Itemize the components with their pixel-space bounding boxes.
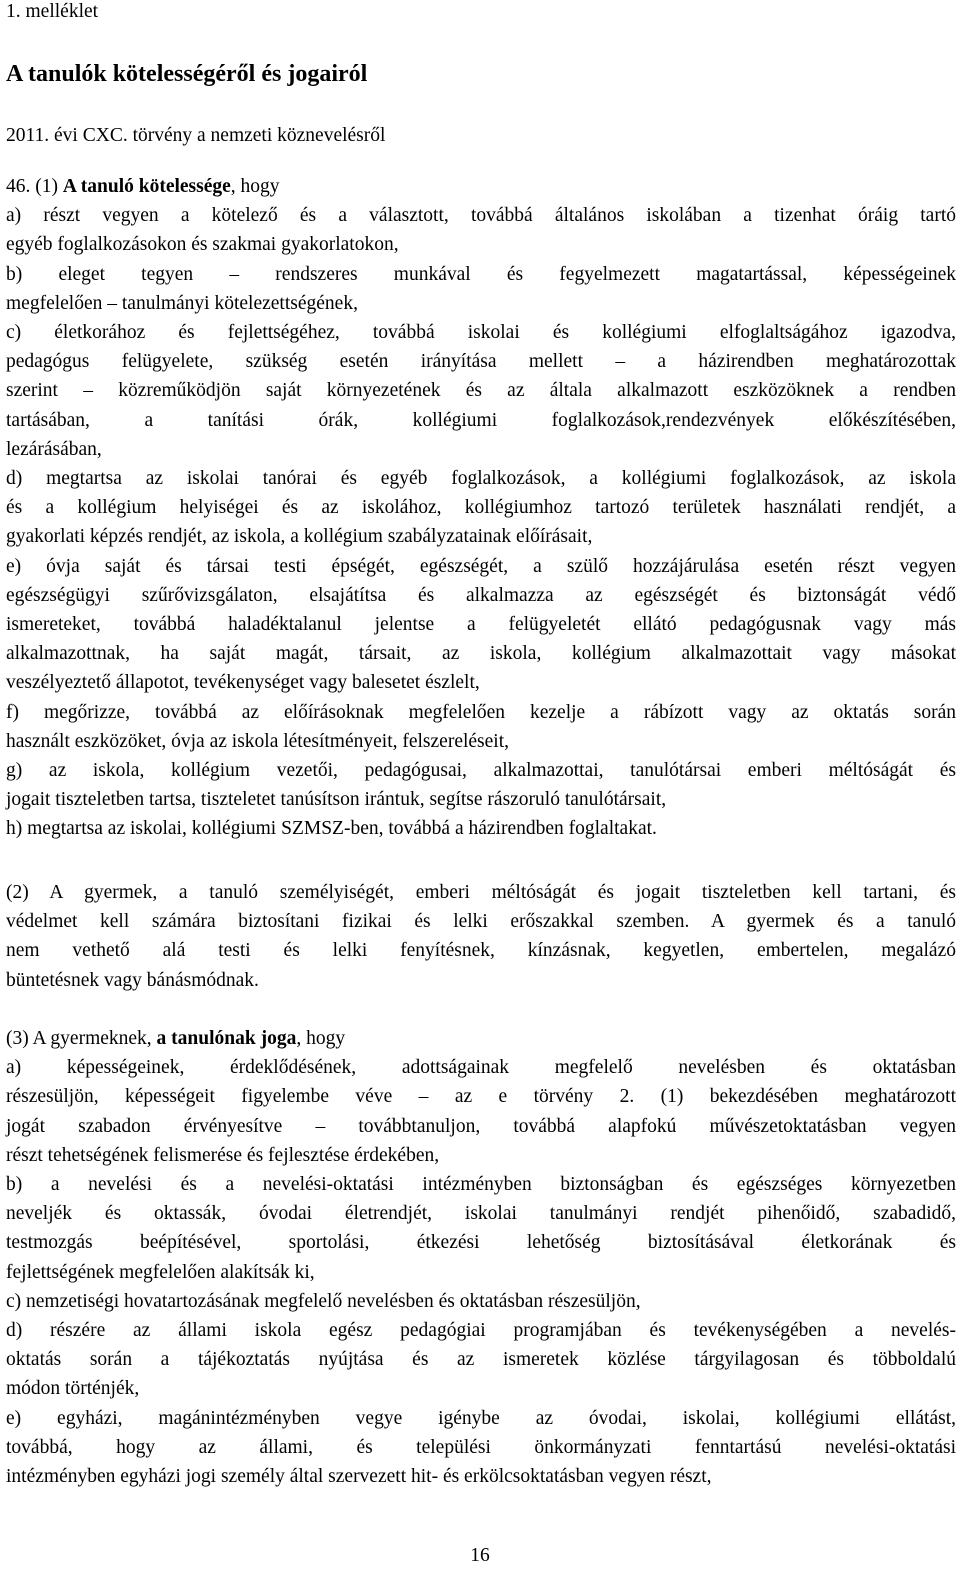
text-line: jogait tiszteletben tartsa, tiszteletet tanúsítson irántuk, segítse rászoruló tanulótársait, bbox=[6, 789, 667, 811]
text-line: e) egyházi, magánintézményben vegye igénybe az óvodai, iskolai, kollégiumi ellátást, bbox=[6, 1407, 956, 1429]
text-line: gyakorlati képzés rendjét, az iskola, a kollégium szabályzatainak előírásait, bbox=[6, 526, 593, 548]
text-line: lezárásában, bbox=[6, 438, 102, 460]
text-line: védelmet kell számára biztosítani fizikai és lelki erőszakkal szemben. A gyermek és a tanuló bbox=[6, 911, 956, 933]
text-line: pedagógus felügyelete, szükség esetén irányítása mellett – a házirendben meghatározottak bbox=[6, 351, 956, 373]
text-line: intézményben egyházi jogi személy által szervezett hit- és erkölcsoktatásban vegyen részt, bbox=[6, 1466, 712, 1488]
section-3-lead-suffix: , hogy bbox=[296, 1028, 346, 1049]
section-1-lines bbox=[6, 201, 956, 843]
text-line: módon történjék, bbox=[6, 1378, 140, 1400]
section-1-lead-suffix: , hogy bbox=[230, 176, 280, 197]
text-line: b) eleget tegyen – rendszeres munkával és fegyelmezett magatartással, képességeinek bbox=[6, 263, 956, 285]
text-line: g) az iskola, kollégium vezetői, pedagógusai, alkalmazottai, tanulótársai emberi méltóságát és bbox=[6, 760, 956, 782]
text-line: (2) A gyermek, a tanuló személyiségét, emberi méltóságát és jogait tiszteletben kell tartani, és bbox=[6, 882, 956, 903]
text-line: egyéb foglalkozásokon és szakmai gyakorlatokon, bbox=[6, 234, 399, 256]
text-line: alkalmazottnak, ha saját magát, társait, az iskola, kollégium alkalmazottait vagy másokat bbox=[6, 643, 956, 665]
section-2-protection bbox=[6, 878, 956, 995]
text-line: egészségügyi szűrővizsgálaton, elsajátítsa és alkalmazza az egészségét és biztonságát védő bbox=[6, 584, 956, 606]
text-line: részt tehetségének felismerése és fejlesztése érdekében, bbox=[6, 1144, 440, 1166]
text-line: f) megőrizze, továbbá az előírásoknak megfelelően kezelje a rábízott vagy az oktatás során bbox=[6, 701, 956, 723]
text-line: továbbá, hogy az állami, és települési önkormányzati fenntartású nevelési-oktatási bbox=[6, 1436, 956, 1458]
text-line: tartásában, a tanítási órák, kollégiumi foglalkozások,rendezvények előkészítésében, bbox=[6, 409, 956, 431]
section-2-lines bbox=[6, 878, 956, 995]
text-line: a) részt vegyen a kötelező és a választott, továbbá általános iskolában a tizenhat óráig tartó bbox=[6, 205, 956, 227]
text-line: h) megtartsa az iskolai, kollégiumi SZMSZ-ben, továbbá a házirendben foglaltakat. bbox=[6, 818, 657, 840]
text-line: d) megtartsa az iskolai tanórai és egyéb foglalkozások, a kollégiumi foglalkozások, az iskola bbox=[6, 468, 956, 490]
text-line: ismereteket, továbbá haladéktalanul jelentse a felügyeletét ellátó pedagógusnak vagy más bbox=[6, 614, 956, 636]
text-line: c) nemzetiségi hovatartozásának megfelelő nevelésben és oktatásban részesüljön, bbox=[6, 1290, 641, 1312]
text-line: fejlettségének megfelelően alakítsák ki, bbox=[6, 1261, 315, 1283]
section-3-lines bbox=[6, 1053, 956, 1491]
text-line: a) képességeinek, érdeklődésének, adottságainak megfelelő nevelésben és oktatásban bbox=[6, 1057, 956, 1079]
section-1-lead-prefix: 46. (1) bbox=[6, 176, 63, 197]
text-line: neveljék és oktassák, óvodai életrendjét, iskolai tanulmányi rendjét pihenőidő, szabadidő, bbox=[6, 1203, 956, 1225]
section-1-duties bbox=[6, 172, 956, 844]
section-1-lead bbox=[6, 172, 956, 201]
section-3-lead bbox=[6, 1024, 956, 1053]
section-3-lead-prefix: (3) A gyermeknek, bbox=[6, 1028, 157, 1049]
text-line: oktatás során a tájékoztatás nyújtása és az ismeretek közlése tárgyilagosan és többoldalú bbox=[6, 1349, 956, 1371]
section-1-lead-bold: A tanuló kötelessége bbox=[62, 176, 231, 197]
text-line: részesüljön, képességeit figyelembe véve – az e törvény 2. (1) bekezdésében meghatározott bbox=[6, 1086, 956, 1108]
text-line: jogát szabadon érvényesítve – továbbtanuljon, továbbá alapfokú művészetoktatásban vegyen bbox=[6, 1115, 956, 1137]
text-line: e) óvja saját és társai testi épségét, egészségét, a szülő hozzájárulása esetén részt vegyen bbox=[6, 555, 956, 577]
text-line: c) életkorához és fejlettségéhez, továbbá iskolai és kollégiumi elfoglaltságához igazodva, bbox=[6, 322, 956, 344]
text-line: és a kollégium helyiségei és az iskolához, kollégiumhoz tartozó területek használati rendjét, a bbox=[6, 497, 956, 519]
text-line: megfelelően – tanulmányi kötelezettségének, bbox=[6, 292, 358, 314]
text-line: szerint – közreműködjön saját környezetének és az általa alkalmazott eszközöknek a rendben bbox=[6, 380, 956, 402]
annex-label: 1. melléklet bbox=[6, 1, 99, 22]
section-3-rights bbox=[6, 1024, 956, 1491]
text-line: d) részére az állami iskola egész pedagógiai programjában és tevékenységében a nevelés- bbox=[6, 1320, 956, 1342]
page-title: A tanulók kötelességéről és jogairól bbox=[6, 61, 368, 87]
text-line: testmozgás beépítésével, sportolási, étkezési lehetőség biztosításával életkorának és bbox=[6, 1232, 956, 1254]
text-line: büntetésnek vagy bánásmódnak. bbox=[6, 969, 259, 991]
text-line: veszélyeztető állapotot, tevékenységet vagy balesetet észlelt, bbox=[6, 672, 480, 694]
section-3-lead-bold: a tanulónak joga bbox=[156, 1028, 297, 1049]
text-line: b) a nevelési és a nevelési-oktatási intézményben biztonságban és egészséges környezetben bbox=[6, 1174, 956, 1196]
text-line: nem vethető alá testi és lelki fenyítésnek, kínzásnak, kegyetlen, embertelen, megalázó bbox=[6, 940, 956, 962]
text-line: használt eszközöket, óvja az iskola létesítményeit, felszereléseit, bbox=[6, 730, 510, 752]
page-number: 16 bbox=[470, 1545, 490, 1566]
law-reference: 2011. évi CXC. törvény a nemzeti köznevelésről bbox=[6, 125, 386, 146]
